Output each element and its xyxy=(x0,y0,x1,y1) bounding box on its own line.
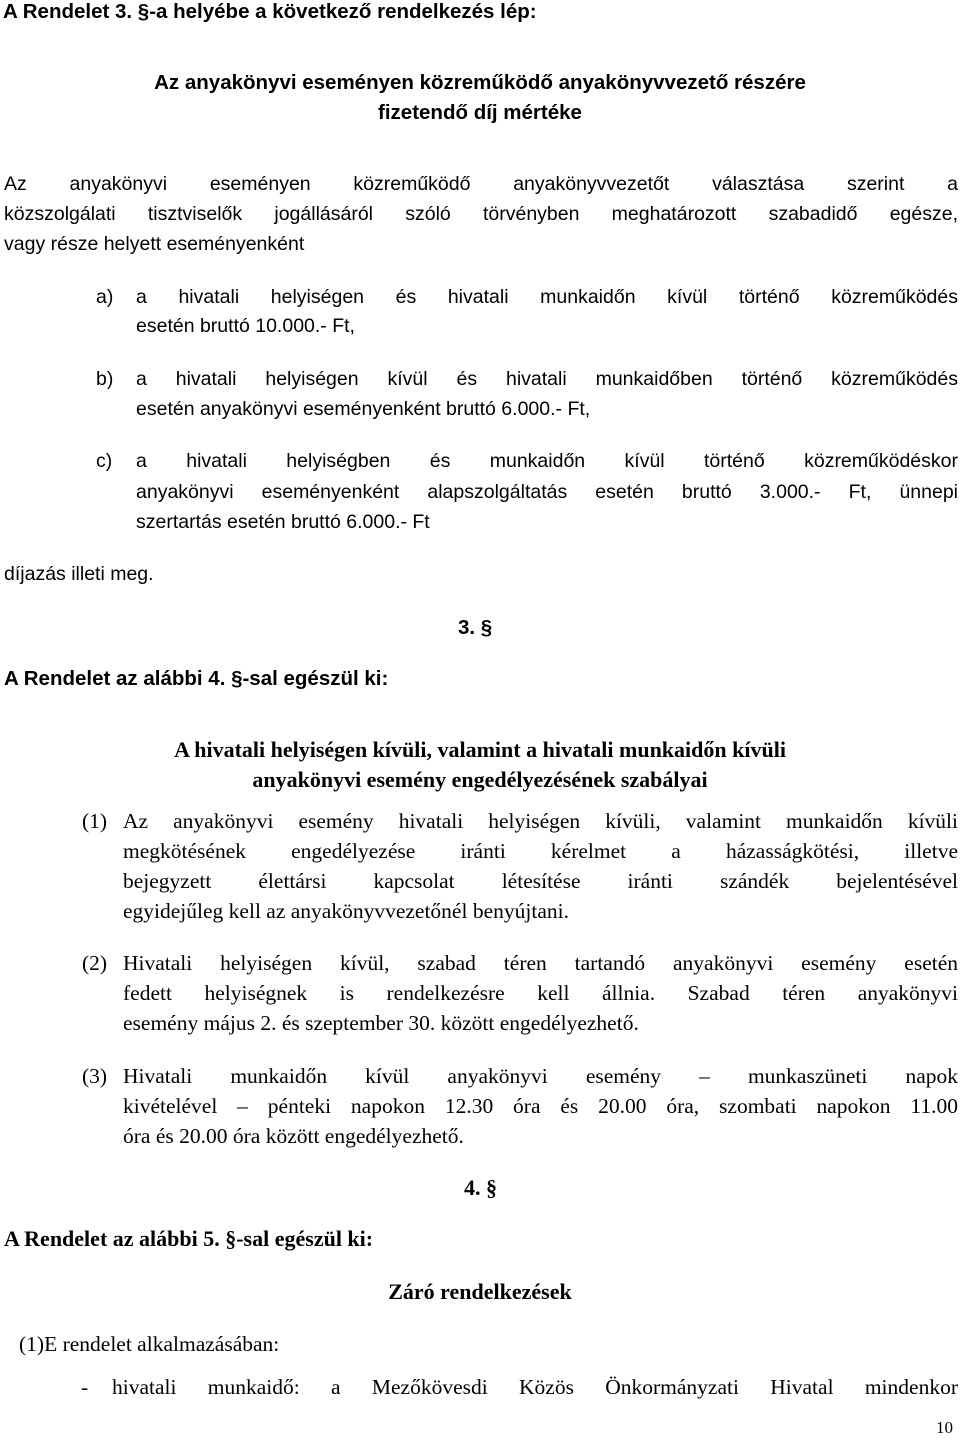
section-heading-4: A Rendelet az alábbi 4. §-sal egészül ki: xyxy=(4,667,389,690)
definition-text: hivatali munkaidő: a Mezőkövesdi Közös Önkormányzati Hivatal mindenkor xyxy=(112,1375,958,1399)
rules-title-line1: A hivatali helyiségen kívüli, valamint a hivatali munkaidőn kívüli xyxy=(174,737,786,762)
paragraph-text: Hivatali helyiségen kívül, szabad téren tartandó anyakönyvi esemény esetén xyxy=(123,951,958,975)
paragraph-number: 3. § xyxy=(458,616,493,639)
paragraph-text: bejegyzett élettársi kapcsolat létesítése iránti szándék bejelentésével xyxy=(123,869,958,893)
closing-provisions-title: Záró rendelkezések xyxy=(388,1279,572,1304)
paragraph-num: (2) xyxy=(82,951,108,975)
paragraph-text: Hivatali munkaidőn kívül anyakönyvi esemény – munkaszüneti napok xyxy=(123,1064,958,1088)
item-text: anyakönyvi eseményenként alapszolgáltatás esetén bruttó 3.000.- Ft, ünnepi xyxy=(136,481,958,503)
item-text: esetén anyakönyvi eseményenként bruttó 6.000.- Ft, xyxy=(136,398,591,420)
intro-line: Az anyakönyvi eseményen közreműködő anyakönyvvezetőt választása szerint a xyxy=(4,173,958,195)
item-letter: a) xyxy=(96,286,114,308)
fee-title-line2: fizetendő díj mértéke xyxy=(378,101,582,124)
paragraph-text: kivételével – pénteki napokon 12.30 óra és 20.00 óra, szombati napokon 11.00 xyxy=(123,1094,958,1118)
section-heading-3: A Rendelet 3. §-a helyébe a következő rendelkezés lép: xyxy=(3,0,537,23)
item-text: a hivatali helyiségben és munkaidőn kívül történő közreműködéskor xyxy=(136,450,958,472)
paragraph-num: (1) xyxy=(82,809,108,833)
rules-title-line2: anyakönyvi esemény engedélyezésének szabályai xyxy=(252,767,708,792)
item-text: a hivatali helyiségen és hivatali munkaidőn kívül történő közreműködés xyxy=(136,286,958,308)
paragraph-text: esemény május 2. és szeptember 30. között engedélyezhető. xyxy=(123,1011,639,1035)
fee-title-line1: Az anyakönyvi eseményen közreműködő anyakönyvvezető részére xyxy=(154,71,806,94)
bullet-dash: - xyxy=(81,1375,89,1399)
definitions-intro: (1)E rendelet alkalmazásában: xyxy=(19,1332,280,1356)
paragraph-text: egyidejűleg kell az anyakönyvvezetőnél benyújtani. xyxy=(123,899,569,923)
item-text: a hivatali helyiségen kívül és hivatali munkaidőben történő közreműködés xyxy=(136,368,958,390)
item-letter: b) xyxy=(96,368,114,390)
section-heading-5: A Rendelet az alábbi 5. §-sal egészül ki: xyxy=(4,1226,374,1251)
paragraph-text: fedett helyiségnek is rendelkezésre kell állnia. Szabad téren anyakönyvi xyxy=(123,981,958,1005)
paragraph-num: (3) xyxy=(82,1064,108,1088)
closing-text: díjazás illeti meg. xyxy=(4,563,154,585)
intro-line: vagy része helyett eseményenként xyxy=(4,233,305,255)
item-text: szertartás esetén bruttó 6.000.- Ft xyxy=(136,511,430,533)
intro-line: közszolgálati tisztviselők jogállásáról szóló törvényben meghatározott szabadidő egésze, xyxy=(4,203,958,225)
item-letter: c) xyxy=(96,450,113,472)
page-number: 10 xyxy=(936,1418,953,1437)
paragraph-text: óra és 20.00 óra között engedélyezhető. xyxy=(123,1124,464,1148)
paragraph-text: megkötésének engedélyezése iránti kérelmet a házasságkötési, illetve xyxy=(123,839,958,863)
item-text: esetén bruttó 10.000.- Ft, xyxy=(136,315,355,337)
paragraph-text: Az anyakönyvi esemény hivatali helyiségen kívüli, valamint munkaidőn kívüli xyxy=(123,809,958,833)
paragraph-number: 4. § xyxy=(464,1175,497,1200)
